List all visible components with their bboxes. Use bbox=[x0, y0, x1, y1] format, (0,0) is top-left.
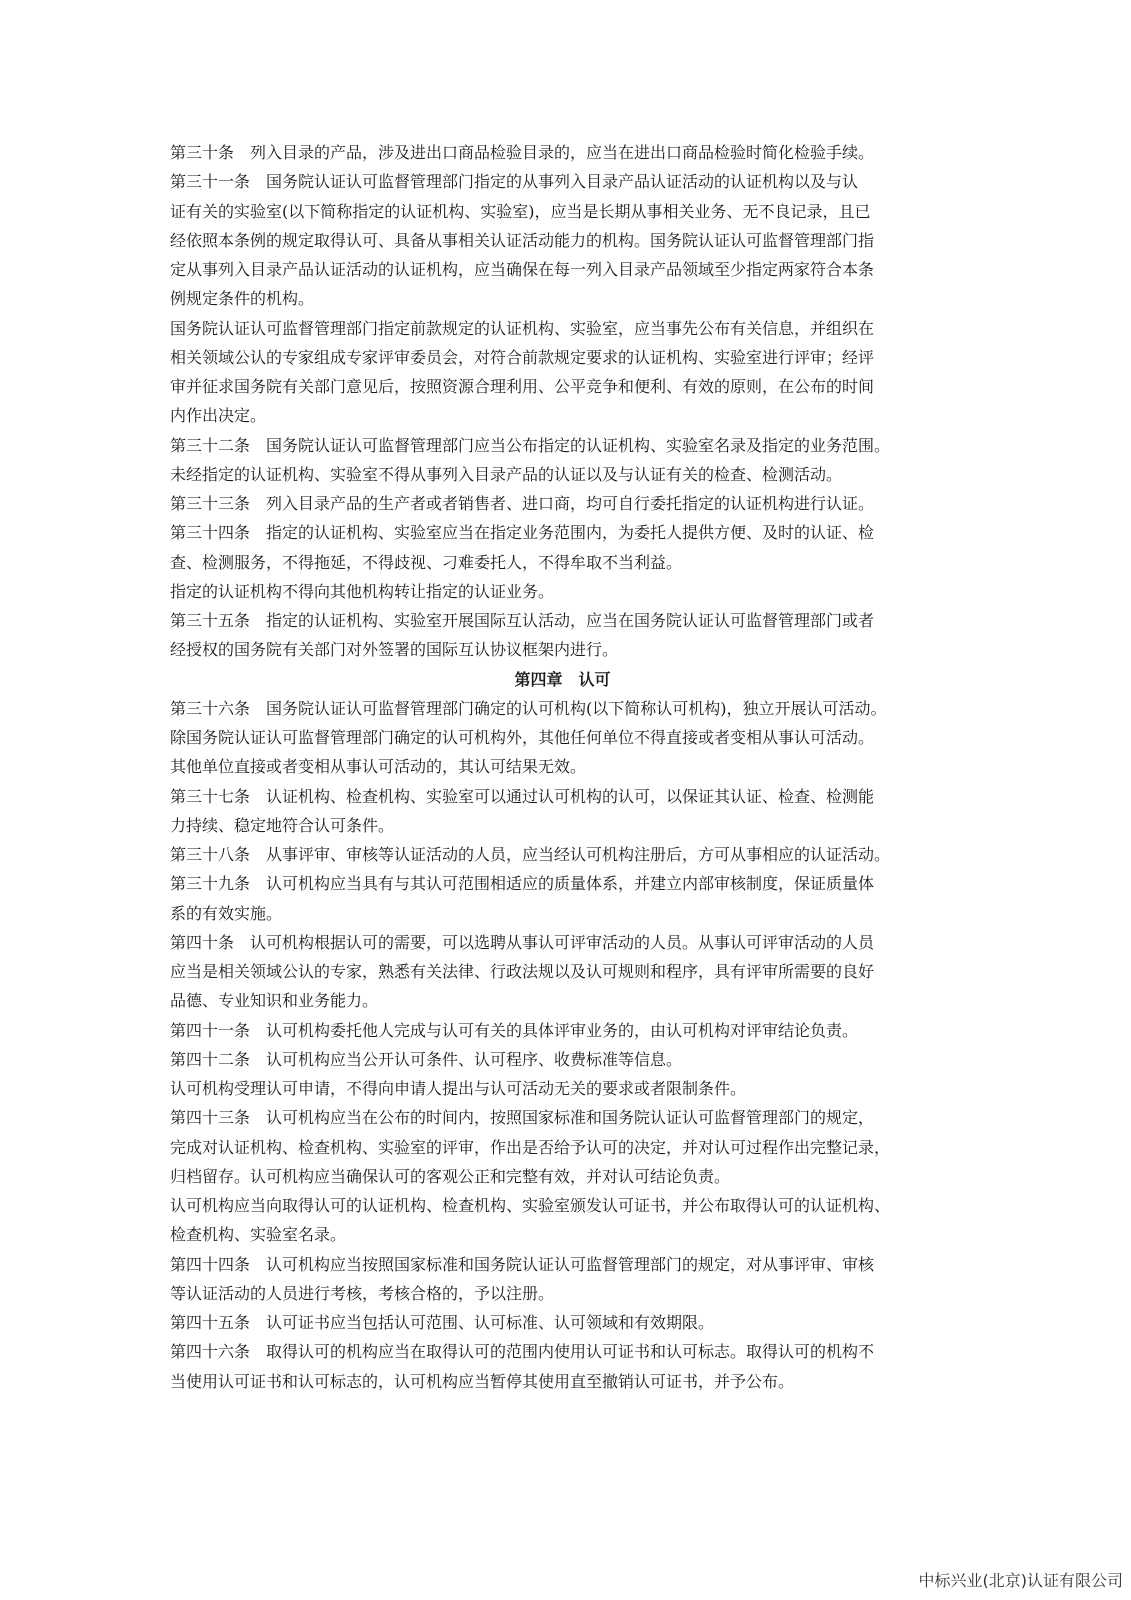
paragraph-lines-after bbox=[170, 694, 965, 1396]
text-line: 国务院认证认可监督管理部门指定前款规定的认证机构、实验室，应当事先公布有关信息，并组织在 bbox=[170, 318, 875, 338]
paragraph-lines-before bbox=[170, 138, 965, 665]
text-line: 审并征求国务院有关部门意见后，按照资源合理利用、公平竞争和便利、有效的原则，在公布的时间 bbox=[170, 377, 875, 396]
text-line: 第三十条 列入目录的产品，涉及进出口商品检验目录的，应当在进出口商品检验时简化检验手续。 bbox=[170, 143, 875, 162]
text-line: 当使用认可证书和认可标志的，认可机构应当暂停其使用直至撤销认可证书，并予公布。 bbox=[170, 1371, 795, 1391]
chapter-heading: 第四章 认可 bbox=[514, 669, 611, 689]
text-line: 品德、专业知识和业务能力。 bbox=[170, 991, 379, 1011]
text-line: 定从事列入目录产品认证活动的认证机构，应当确保在每一列入目录产品领域至少指定两家符合本条 bbox=[170, 260, 875, 279]
text-line: 第三十一条 国务院认证认可监督管理部门指定的从事列入目录产品认证活动的认证机构以及与认 bbox=[170, 172, 859, 192]
text-line: 第三十九条 认可机构应当具有与其认可范围相适应的质量体系，并建立内部审核制度，保证质量体 bbox=[170, 874, 875, 894]
text-line: 经依照本条例的规定取得认可、具备从事相关认证活动能力的机构。国务院认证认可监督管理部门指 bbox=[170, 230, 875, 250]
text-line: 其他单位直接或者变相从事认可活动的，其认可结果无效。 bbox=[170, 757, 587, 777]
text-line: 归档留存。认可机构应当确保认可的客观公正和完整有效，并对认可结论负责。 bbox=[170, 1166, 731, 1186]
text-line: 等认证活动的人员进行考核，考核合格的，予以注册。 bbox=[170, 1283, 555, 1303]
text-line: 第三十八条 从事评审、审核等认证活动的人员，应当经认可机构注册后，方可从事相应的认证活动。 bbox=[170, 845, 891, 864]
text-line: 第四十五条 认可证书应当包括认可范围、认可标准、认可领域和有效期限。 bbox=[170, 1313, 715, 1332]
text-line: 第四十一条 认可机构委托他人完成与认可有关的具体评审业务的，由认可机构对评审结论负责。 bbox=[170, 1020, 859, 1040]
text-line: 证有关的实验室(以下简称指定的认证机构、实验室)，应当是长期从事相关业务、无不良记录，且已 bbox=[170, 201, 871, 221]
text-line: 系的有效实施。 bbox=[170, 903, 283, 923]
text-line: 第三十三条 列入目录产品的生产者或者销售者、进口商，均可自行委托指定的认证机构进行认证。 bbox=[170, 494, 875, 513]
text-line: 未经指定的认证机构、实验室不得从事列入目录产品的认证以及与认证有关的检查、检测活动。 bbox=[170, 464, 843, 484]
text-line: 力持续、稳定地符合认可条件。 bbox=[170, 815, 395, 835]
text-line: 认可机构受理认可申请，不得向申请人提出与认可活动无关的要求或者限制条件。 bbox=[170, 1079, 747, 1098]
text-line: 第三十二条 国务院认证认可监督管理部门应当公布指定的认证机构、实验室名录及指定的业务范围。 bbox=[170, 435, 891, 455]
footer-company-name: 中标兴业(北京)认证有限公司 bbox=[918, 1571, 1123, 1590]
text-line: 检查机构、实验室名录。 bbox=[170, 1225, 347, 1245]
text-line: 第四十三条 认可机构应当在公布的时间内，按照国家标准和国务院认证认可监督管理部门的规定， bbox=[170, 1108, 875, 1128]
text-line: 第三十六条 国务院认证认可监督管理部门确定的认可机构(以下简称认可机构)，独立开展认可活动。 bbox=[170, 698, 887, 718]
text-line: 第三十五条 指定的认证机构、实验室开展国际互认活动，应当在国务院认证认可监督管理部门或者 bbox=[170, 611, 875, 630]
text-line: 例规定条件的机构。 bbox=[170, 289, 315, 309]
text-line: 第四十条 认可机构根据认可的需要，可以选聘从事认可评审活动的人员。从事认可评审活动的人员 bbox=[170, 932, 875, 952]
text-line: 第四十六条 取得认可的机构应当在取得认可的范围内使用认可证书和认可标志。取得认可的机构不 bbox=[170, 1342, 875, 1362]
text-line: 第三十四条 指定的认证机构、实验室应当在指定业务范围内，为委托人提供方便、及时的认证、检 bbox=[170, 523, 875, 543]
text-line: 指定的认证机构不得向其他机构转让指定的认证业务。 bbox=[170, 581, 555, 601]
text-line: 完成对认证机构、检查机构、实验室的评审，作出是否给予认可的决定，并对认可过程作出完整记录， bbox=[170, 1137, 891, 1157]
document-body bbox=[170, 138, 965, 1396]
text-line: 第四十二条 认可机构应当公开认可条件、认可程序、收费标准等信息。 bbox=[170, 1049, 683, 1069]
text-line: 查、检测服务，不得拖延，不得歧视、刁难委托人，不得牟取不当利益。 bbox=[170, 552, 683, 572]
text-line: 认可机构应当向取得认可的认证机构、检查机构、实验室颁发认可证书，并公布取得认可的认证机构、 bbox=[170, 1196, 891, 1215]
text-line: 除国务院认证认可监督管理部门确定的认可机构外，其他任何单位不得直接或者变相从事认可活动。 bbox=[170, 728, 875, 747]
text-line: 应当是相关领域公认的专家，熟悉有关法律、行政法规以及认可规则和程序，具有评审所需要的良好 bbox=[170, 962, 875, 981]
text-line: 相关领域公认的专家组成专家评审委员会，对符合前款规定要求的认证机构、实验室进行评审；经评 bbox=[170, 347, 875, 367]
text-line: 经授权的国务院有关部门对外签署的国际互认协议框架内进行。 bbox=[170, 640, 619, 660]
text-line: 第三十七条 认证机构、检查机构、实验室可以通过认可机构的认可，以保证其认证、检查、检测能 bbox=[170, 786, 875, 806]
text-line: 第四十四条 认可机构应当按照国家标准和国务院认证认可监督管理部门的规定，对从事评审、审核 bbox=[170, 1254, 875, 1274]
text-line: 内作出决定。 bbox=[170, 406, 267, 426]
